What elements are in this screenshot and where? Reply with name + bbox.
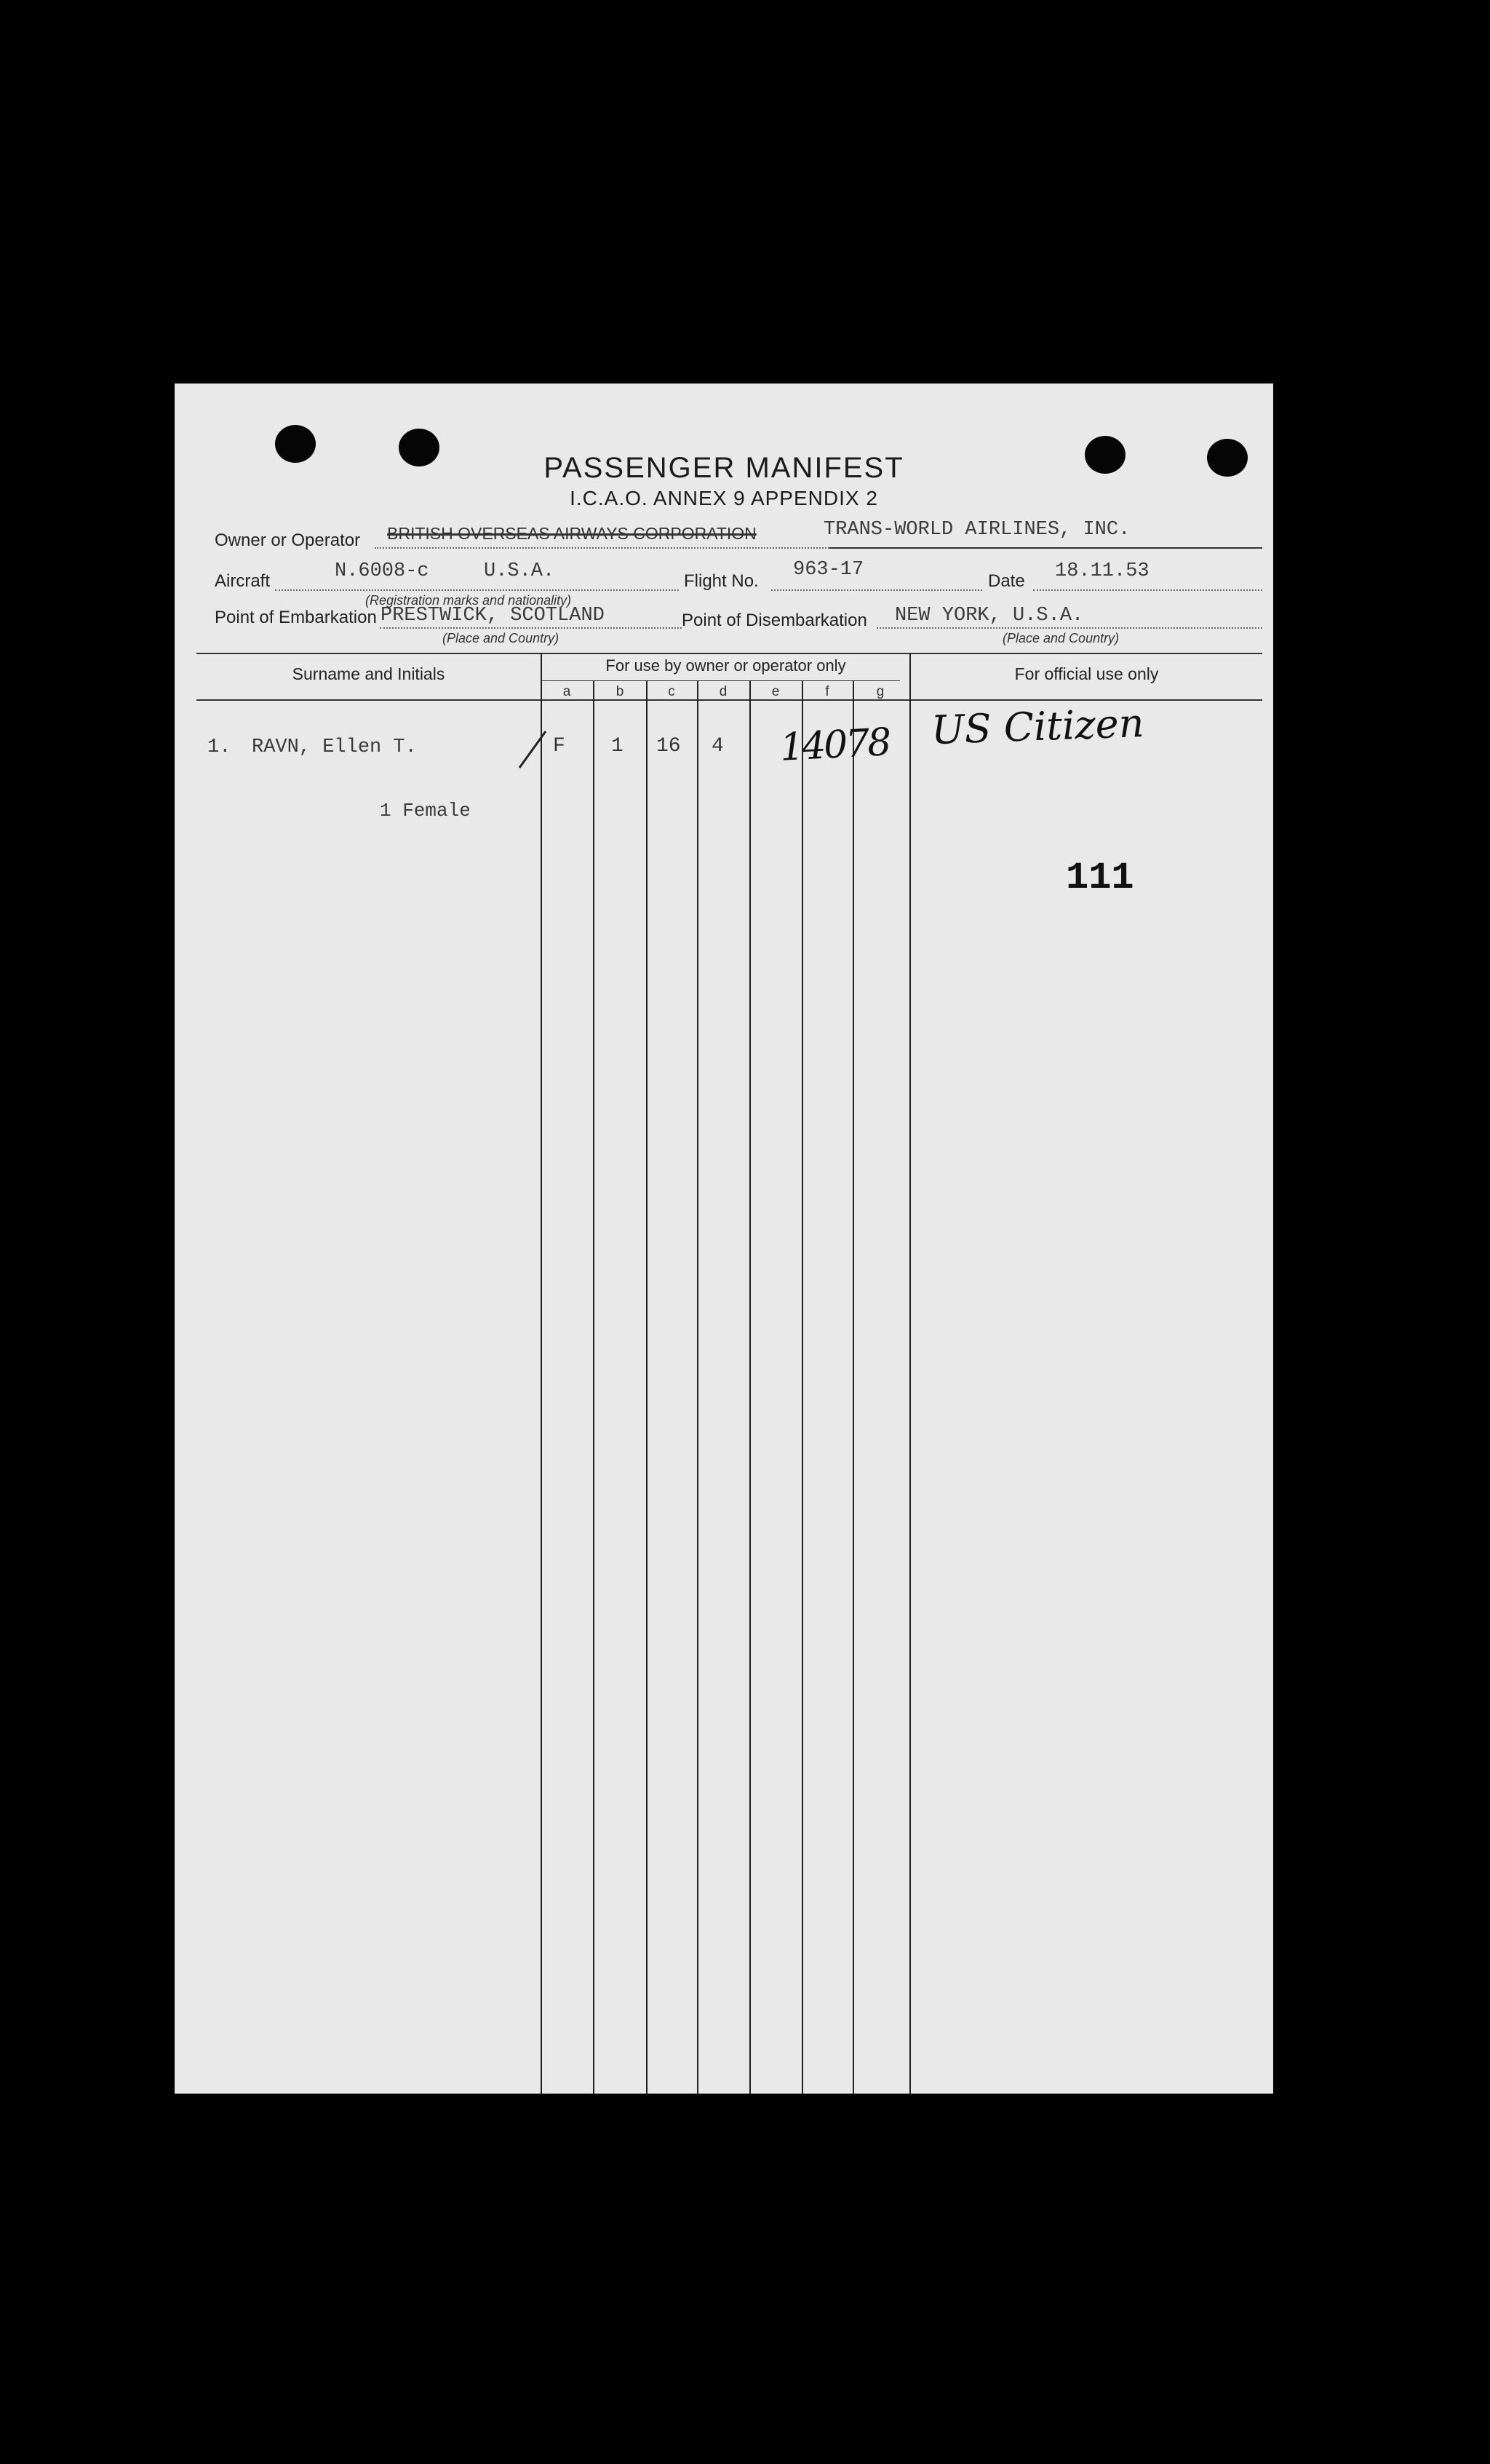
aircraft-dotted-line <box>275 589 679 591</box>
subheader-rule <box>542 680 900 681</box>
page-subtitle: I.C.A.O. ANNEX 9 APPENDIX 2 <box>570 487 878 509</box>
passenger-name: RAVN, Ellen T. <box>252 736 417 758</box>
embarkation-value: PRESTWICK, SCOTLAND <box>381 605 605 627</box>
handwritten-number: 14078 <box>778 720 891 770</box>
subcolumn-e: e <box>771 684 780 699</box>
cell-a: F <box>553 735 565 758</box>
subcolumn-b: b <box>615 684 624 699</box>
disembarkation-note: (Place and Country) <box>1003 631 1120 645</box>
stamp-number: 111 <box>1066 857 1134 899</box>
owner-rule <box>829 547 1262 549</box>
subcolumn-d: d <box>719 684 728 699</box>
subcolumn-c: c <box>668 684 675 699</box>
column-divider <box>749 680 751 2094</box>
column-divider <box>697 680 698 2094</box>
cell-b: 1 <box>611 735 624 758</box>
embarkation-note: (Place and Country) <box>442 631 559 645</box>
owner-label: Owner or Operator <box>215 530 361 550</box>
aircraft-nationality: U.S.A. <box>484 560 555 582</box>
check-mark <box>517 726 553 776</box>
table-top-rule <box>196 653 1262 654</box>
owner-use-header: For use by owner or operator only <box>605 656 846 675</box>
owner-value: TRANS-WORLD AIRLINES, INC. <box>824 519 1131 541</box>
column-divider <box>593 680 594 2094</box>
column-divider <box>541 653 542 2094</box>
registration-note: (Registration marks and nationality) <box>365 593 572 608</box>
page-title: PASSENGER MANIFEST <box>543 452 904 484</box>
embarkation-dotted-line <box>380 627 682 629</box>
owner-struck-value: BRITISH OVERSEAS AIRWAYS CORPORATION <box>387 524 757 543</box>
aircraft-label: Aircraft <box>215 571 271 591</box>
cell-d: 4 <box>712 735 724 758</box>
aircraft-registration: N.6008-c <box>335 560 429 582</box>
column-divider <box>853 680 854 2094</box>
embarkation-label: Point of Embarkation <box>215 608 377 627</box>
subcolumn-f: f <box>825 684 829 699</box>
manifest-page <box>175 383 1273 2094</box>
date-dotted-line <box>1033 589 1262 591</box>
flight-value: 963-17 <box>793 559 864 581</box>
column-divider <box>909 653 911 2094</box>
date-label: Date <box>988 571 1025 591</box>
flight-label: Flight No. <box>684 571 759 591</box>
date-value: 18.11.53 <box>1055 560 1150 582</box>
handwritten-citizenship: US Citizen <box>930 699 1145 754</box>
subcolumn-g: g <box>876 684 885 699</box>
surname-header: Surname and Initials <box>292 664 445 683</box>
subcolumn-a: a <box>562 684 571 699</box>
disembarkation-dotted-line <box>877 627 1262 629</box>
summary-text: 1 Female <box>380 800 471 822</box>
official-use-header: For official use only <box>1014 664 1159 683</box>
disembarkation-value: NEW YORK, U.S.A. <box>895 605 1084 627</box>
disembarkation-label: Point of Disembarkation <box>682 611 867 630</box>
row-number: 1. <box>207 736 231 758</box>
cell-c: 16 <box>656 735 681 758</box>
column-divider <box>646 680 648 2094</box>
flight-dotted-line <box>771 589 982 591</box>
column-divider <box>802 680 803 2094</box>
